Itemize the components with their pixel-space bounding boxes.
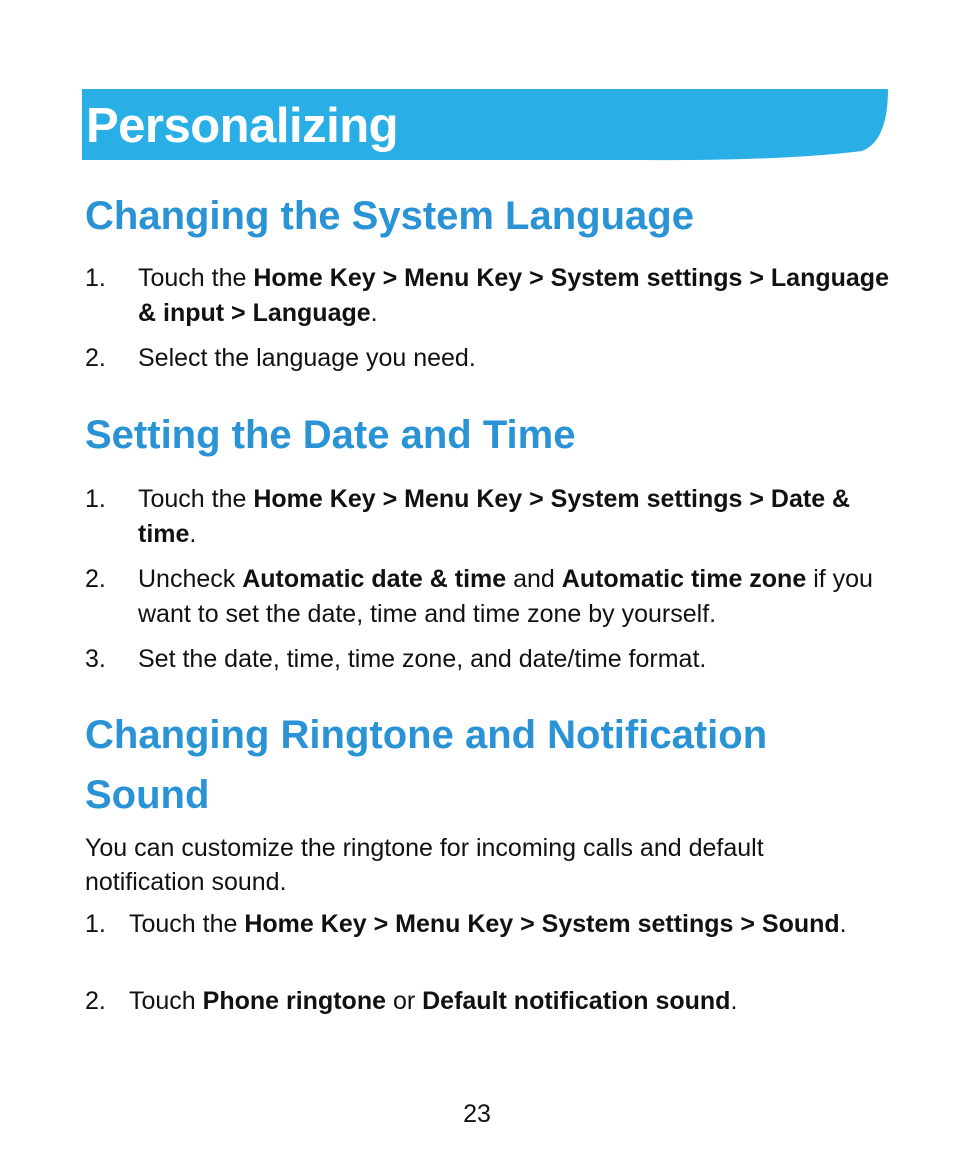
- page-number: 23: [463, 1100, 491, 1128]
- list-number: 1.: [85, 485, 106, 513]
- list-number: 2.: [85, 344, 106, 372]
- list-text: Touch the Home Key > Menu Key > System settings > Date & time.: [138, 485, 851, 548]
- section-heading-ringtone-line2: Sound: [85, 773, 210, 817]
- list-number: 1.: [85, 910, 106, 938]
- list-text: Touch Phone ringtone or Default notification sound.: [129, 987, 738, 1015]
- list-number: 2.: [85, 987, 106, 1015]
- list-number: 2.: [85, 565, 106, 593]
- section-heading-date-time: Setting the Date and Time: [85, 413, 576, 457]
- list-text: Set the date, time, time zone, and date/time format.: [138, 645, 707, 673]
- list-text: Touch the Home Key > Menu Key > System settings > Language & input > Language.: [138, 264, 889, 327]
- list-text: Uncheck Automatic date & time and Automatic time zone if you want to set the date, time and time zone by yourself.: [138, 565, 873, 628]
- list-text: Select the language you need.: [138, 344, 476, 372]
- intro-paragraph: You can customize the ringtone for incoming calls and default notification sound.: [85, 834, 764, 896]
- title-banner: [82, 89, 890, 161]
- list-text: Touch the Home Key > Menu Key > System settings > Sound.: [129, 910, 847, 938]
- page-title: Personalizing: [86, 99, 399, 153]
- section-heading-language: Changing the System Language: [85, 194, 694, 238]
- list-number: 3.: [85, 645, 106, 673]
- section-heading-ringtone: Changing Ringtone and Notification: [85, 713, 768, 757]
- list-number: 1.: [85, 264, 106, 292]
